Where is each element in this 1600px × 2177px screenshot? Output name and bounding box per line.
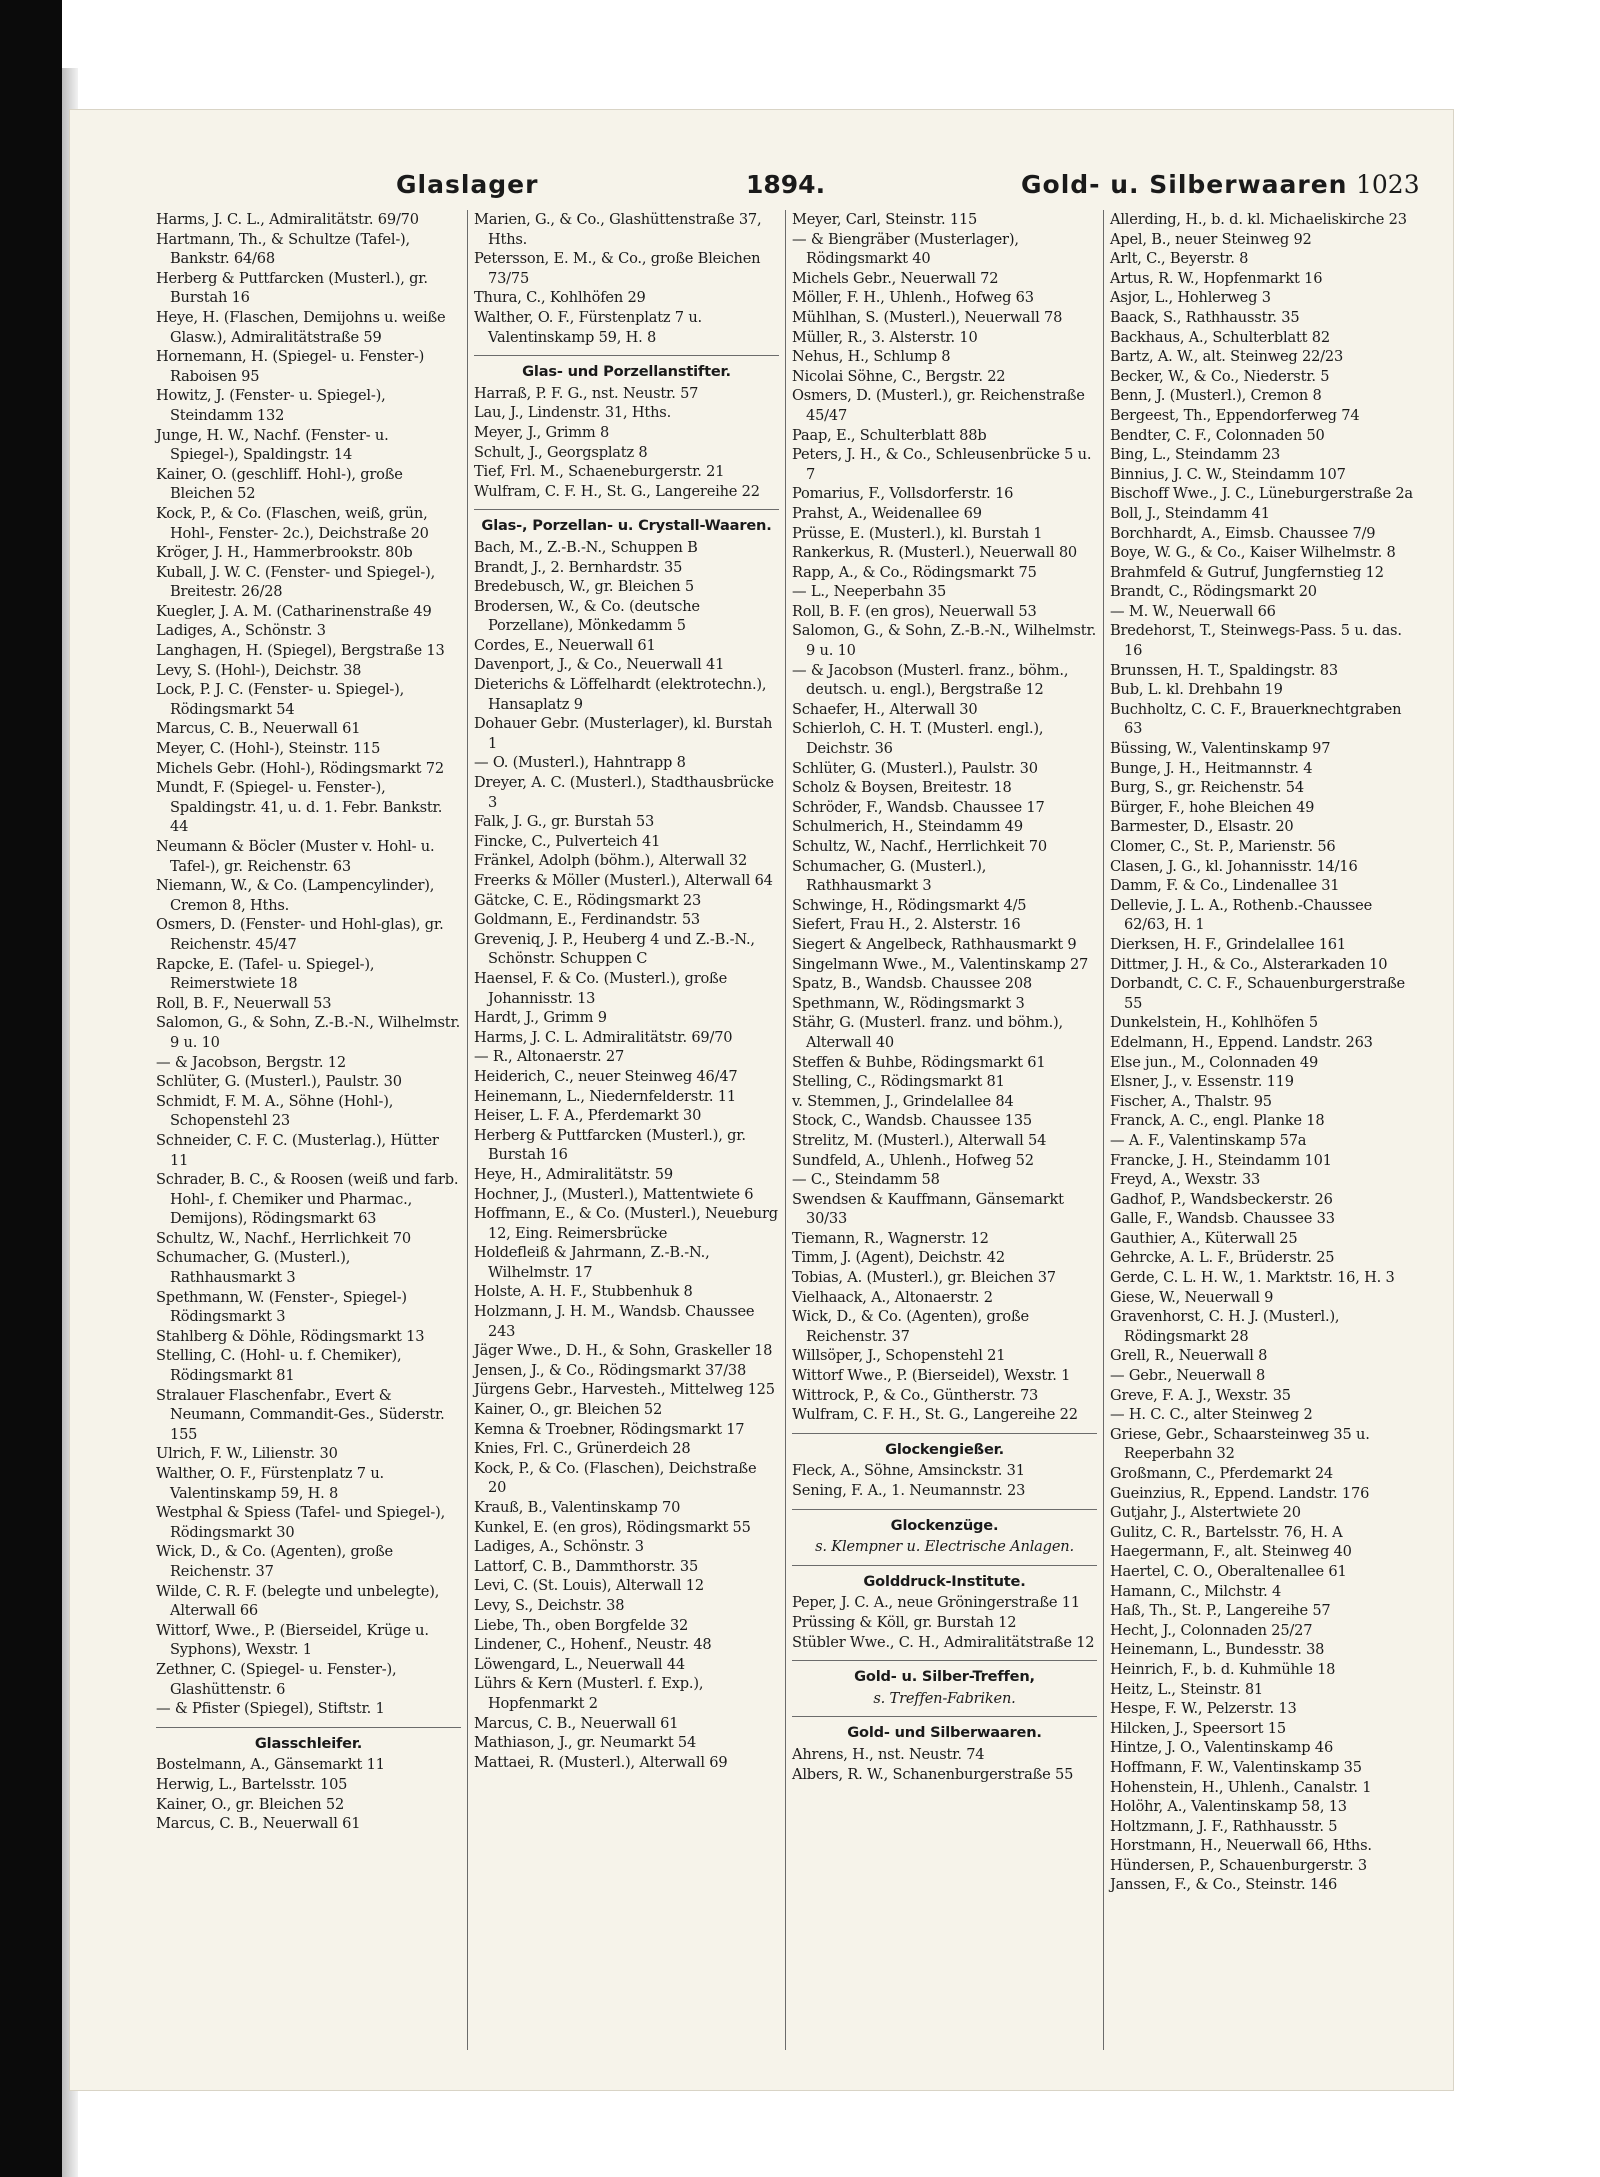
directory-entry: Stübler Wwe., C. H., Admiralitätstraße 12 xyxy=(792,1633,1095,1651)
directory-column-2 xyxy=(474,210,779,2050)
directory-entry: Hochner, J., (Musterl.), Mattentwiete 6 xyxy=(474,1185,754,1203)
directory-entry: Vielhaack, A., Altonaerstr. 2 xyxy=(792,1288,993,1306)
section-heading: Glockenzüge. xyxy=(792,1509,1097,1536)
directory-entry: Gerde, C. L. H. W., 1. Marktstr. 16, H. 3 xyxy=(1110,1269,1395,1287)
directory-entry: Hamann, C., Milchstr. 4 xyxy=(1110,1582,1282,1600)
directory-entry: Walther, O. F., Fürstenplatz 7 u. Valentinskamp 59, H. 8 xyxy=(156,1465,384,1502)
directory-entry: Grell, R., Neuerwall 8 xyxy=(1110,1347,1268,1365)
scan-binding-shadow xyxy=(0,0,62,2177)
directory-entry: Albers, R. W., Schanenburgerstraße 55 xyxy=(792,1765,1074,1783)
page-number: 1023 xyxy=(1356,170,1420,199)
directory-entry: Wulfram, C. F. H., St. G., Langereihe 22 xyxy=(792,1406,1078,1424)
directory-entry: Clomer, C., St. P., Marienstr. 56 xyxy=(1110,838,1336,855)
directory-entry: Bub, L. kl. Drehbahn 19 xyxy=(1110,681,1283,699)
directory-entry: Clasen, J. G., kl. Johannisstr. 14/16 xyxy=(1110,857,1358,875)
directory-entry: Wick, D., & Co. (Agenten), große Reichenstr. 37 xyxy=(792,1308,1029,1345)
directory-entry: Dreyer, A. C. (Musterl.), Stadthausbrücke 3 xyxy=(474,774,774,811)
directory-entry: Backhaus, A., Schulterblatt 82 xyxy=(1110,328,1330,346)
directory-entry: Dieterichs & Löffelhardt (elektrotechn.), Hansaplatz 9 xyxy=(474,676,767,713)
directory-entry: Müller, R., 3. Alsterstr. 10 xyxy=(792,328,978,346)
directory-entry: Michels Gebr. (Hohl-), Rödingsmarkt 72 xyxy=(156,759,444,777)
directory-entry: Janssen, F., & Co., Steinstr. 146 xyxy=(1110,1876,1338,1894)
cross-reference: s. Treffen-Fabriken. xyxy=(873,1689,1016,1707)
directory-entry: Holtzmann, J. F., Rathhausstr. 5 xyxy=(1110,1817,1338,1835)
directory-entry: Krauß, B., Valentinskamp 70 xyxy=(474,1499,681,1516)
directory-entry: Bach, M., Z.-B.-N., Schuppen B xyxy=(474,538,698,556)
directory-entry: — L., Neeperbahn 35 xyxy=(792,583,947,601)
directory-entry: Hoffmann, F. W., Valentinskamp 35 xyxy=(1110,1758,1362,1776)
directory-entry: Sundfeld, A., Uhlenh., Hofweg 52 xyxy=(792,1151,1034,1169)
directory-entry: Gadhof, P., Wandsbeckerstr. 26 xyxy=(1110,1190,1333,1208)
directory-entry: Boye, W. G., & Co., Kaiser Wilhelmstr. 8 xyxy=(1110,544,1396,562)
directory-entry: Wittorf Wwe., P. (Bierseidel), Wexstr. 1 xyxy=(792,1367,1071,1385)
directory-entry: Schröder, F., Wandsb. Chaussee 17 xyxy=(792,798,1045,816)
scan-top-margin xyxy=(62,0,1600,68)
directory-entry: Walther, O. F., Fürstenplatz 7 u. Valentinskamp 59, H. 8 xyxy=(474,308,702,346)
directory-entry: Knies, Frl. C., Grünerdeich 28 xyxy=(474,1440,691,1458)
directory-entry: Harms, J. C. L., Admiralitätstr. 69/70 xyxy=(156,211,419,228)
directory-entry: Schlüter, G. (Musterl.), Paulstr. 30 xyxy=(156,1073,402,1091)
directory-entry: Tief, Frl. M., Schaeneburgerstr. 21 xyxy=(474,463,725,481)
directory-entry: Schaefer, H., Alterwall 30 xyxy=(792,700,978,718)
column-rule xyxy=(1103,210,1104,2050)
directory-entry: Heinemann, L., Niedernfelderstr. 11 xyxy=(474,1087,736,1105)
directory-entry: Hespe, F. W., Pelzerstr. 13 xyxy=(1110,1700,1297,1718)
directory-entry: Bischoff Wwe., J. C., Lüneburgerstraße 2a xyxy=(1110,485,1413,503)
directory-entry: Brunssen, H. T., Spaldingstr. 83 xyxy=(1110,661,1338,679)
directory-entry: Gulitz, C. R., Bartelsstr. 76, H. A xyxy=(1110,1523,1343,1541)
directory-entry: Rankerkus, R. (Musterl.), Neuerwall 80 xyxy=(792,544,1077,562)
directory-entry: Barmester, D., Elsastr. 20 xyxy=(1110,818,1294,836)
directory-entry: Falk, J. G., gr. Burstah 53 xyxy=(474,813,655,831)
directory-entry: Heitz, L., Steinstr. 81 xyxy=(1110,1680,1264,1698)
directory-entry: Großmann, C., Pferdemarkt 24 xyxy=(1110,1465,1333,1482)
directory-entry: Marien, G., & Co., Glashüttenstraße 37, Hths. xyxy=(474,211,762,248)
section-heading: Golddruck-Institute. xyxy=(792,1565,1097,1592)
directory-entry: Fränkel, Adolph (böhm.), Alterwall 32 xyxy=(474,852,748,870)
directory-entry: Prüssing & Köll, gr. Burstah 12 xyxy=(792,1613,1017,1631)
directory-entry: Schultz, W., Nachf., Herrlichkeit 70 xyxy=(792,838,1047,855)
directory-column-3 xyxy=(792,210,1097,2050)
directory-entry: Bing, L., Steindamm 23 xyxy=(1110,446,1281,464)
directory-entry: Else jun., M., Colonnaden 49 xyxy=(1110,1053,1319,1071)
directory-entry: Bendter, C. F., Colonnaden 50 xyxy=(1110,426,1325,444)
directory-entry: Damm, F. & Co., Lindenallee 31 xyxy=(1110,877,1340,895)
directory-entry: Schmidt, F. M. A., Söhne (Hohl-), Schopenstehl 23 xyxy=(156,1092,394,1130)
directory-entry: Franck, A. C., engl. Planke 18 xyxy=(1110,1112,1325,1130)
directory-entry: Spethmann, W. (Fenster-, Spiegel-) Rödingsmarkt 3 xyxy=(156,1288,407,1326)
directory-entry: Benn, J. (Musterl.), Cremon 8 xyxy=(1110,387,1322,405)
header-left-section: Glaslager xyxy=(396,170,539,199)
cross-reference: s. Klempner u. Electrische Anlagen. xyxy=(815,1538,1074,1556)
directory-entry: Osmers, D. (Musterl.), gr. Reichenstraße 45/47 xyxy=(792,387,1085,424)
directory-entry: Edelmann, H., Eppend. Landstr. 263 xyxy=(1110,1033,1373,1051)
directory-entry: Boll, J., Steindamm 41 xyxy=(1110,504,1270,522)
directory-entry: Stralauer Flaschenfabr., Evert & Neumann, Commandit-Ges., Süderstr. 155 xyxy=(156,1386,445,1443)
directory-entry: Schlüter, G. (Musterl.), Paulstr. 30 xyxy=(792,759,1038,777)
directory-entry: Harms, J. C. L. Admiralitätstr. 69/70 xyxy=(474,1028,733,1046)
directory-entry: Timm, J. (Agent), Deichstr. 42 xyxy=(792,1249,1005,1267)
directory-entry: Niemann, W., & Co. (Lampencylinder), Cremon 8, Hths. xyxy=(156,877,435,914)
directory-entry: Siegert & Angelbeck, Rathhausmarkt 9 xyxy=(792,935,1077,953)
directory-entry: Swendsen & Kauffmann, Gänsemarkt 30/33 xyxy=(792,1190,1064,1228)
directory-entry: Hardt, J., Grimm 9 xyxy=(474,1009,607,1027)
directory-entry: Heiderich, C., neuer Steinweg 46/47 xyxy=(474,1067,738,1085)
directory-entry: Bürger, F., hohe Bleichen 49 xyxy=(1110,798,1315,816)
directory-entry: Marcus, C. B., Neuerwall 61 xyxy=(156,720,361,738)
directory-entry: Prahst, A., Weidenallee 69 xyxy=(792,504,982,522)
directory-entry: Salomon, G., & Sohn, Z.-B.-N., Wilhelmstr. 9 u. 10 xyxy=(792,622,1097,660)
directory-entry: Levy, S., Deichstr. 38 xyxy=(474,1596,625,1614)
directory-page xyxy=(70,110,1453,2090)
directory-entry: Ahrens, H., nst. Neustr. 74 xyxy=(792,1745,985,1763)
directory-entry: — & Jacobson, Bergstr. 12 xyxy=(156,1053,346,1071)
directory-entry: Goldmann, E., Ferdinandstr. 53 xyxy=(474,911,701,929)
directory-entry: Brahmfeld & Gutruf, Jungfernstieg 12 xyxy=(1110,563,1384,581)
directory-entry: Hecht, J., Colonnaden 25/27 xyxy=(1110,1621,1313,1639)
directory-entry: Schumacher, G. (Musterl.), Rathhausmarkt 3 xyxy=(792,857,987,895)
directory-entry: Schneider, C. F. C. (Musterlag.), Hütter 11 xyxy=(156,1131,439,1169)
directory-entry: Siefert, Frau H., 2. Alsterstr. 16 xyxy=(792,916,1021,934)
directory-entry: Mundt, F. (Spiegel- u. Fenster-), Spaldingstr. 41, u. d. 1. Febr. Bankstr. 44 xyxy=(156,779,443,836)
directory-entry: Wittrock, P., & Co., Güntherstr. 73 xyxy=(792,1386,1039,1404)
directory-entry: Petersson, E. M., & Co., große Bleichen 73/75 xyxy=(474,250,761,287)
directory-entry: Holste, A. H. F., Stubbenhuk 8 xyxy=(474,1283,693,1301)
directory-entry: Schrader, B. C., & Roosen (weiß und farb. Hohl-, f. Chemiker und Pharmac., Demijons), Rödingsmarkt 63 xyxy=(156,1171,459,1228)
section-heading: Glas-, Porzellan- u. Crystall-Waaren. xyxy=(474,509,779,536)
directory-entry: Osmers, D. (Fenster- und Hohl-glas), gr. Reichenstr. 45/47 xyxy=(156,916,444,953)
directory-entry: Stahlberg & Döhle, Rödingsmarkt 13 xyxy=(156,1327,425,1345)
directory-entry: Nehus, H., Schlump 8 xyxy=(792,348,951,366)
directory-entry: Greveniq, J. P., Heuberg 4 und Z.-B.-N., Schönstr. Schuppen C xyxy=(474,930,755,968)
directory-entry: Zethner, C. (Spiegel- u. Fenster-), Glashüttenstr. 6 xyxy=(156,1660,397,1698)
directory-entry: Elsner, J., v. Essenstr. 119 xyxy=(1110,1073,1294,1091)
directory-entry: Hilcken, J., Speersort 15 xyxy=(1110,1719,1286,1737)
directory-entry: Lau, J., Lindenstr. 31, Hths. xyxy=(474,404,672,422)
directory-entry: Holzmann, J. H. M., Wandsb. Chaussee 243 xyxy=(474,1303,755,1340)
directory-entry: Hoffmann, E., & Co. (Musterl.), Neueburg 12, Eing. Reimersbrücke xyxy=(474,1205,778,1242)
directory-entry: — & Jacobson (Musterl. franz., böhm., deutsch. u. engl.), Bergstraße 12 xyxy=(792,661,1069,699)
directory-entry: Hohenstein, H., Uhlenh., Canalstr. 1 xyxy=(1110,1778,1372,1796)
directory-entry: Dellevie, J. L. A., Rothenb.-Chaussee 62/63, H. 1 xyxy=(1110,896,1373,934)
section-heading: Gold- u. Silber-Treffen, xyxy=(792,1660,1097,1687)
directory-entry: Lindener, C., Hohenf., Neustr. 48 xyxy=(474,1636,712,1654)
directory-entry: Fincke, C., Pulverteich 41 xyxy=(474,832,661,850)
directory-entry: Roll, B. F. (en gros), Neuerwall 53 xyxy=(792,602,1037,620)
header-year: 1894. xyxy=(746,170,826,199)
directory-entry: Paap, E., Schulterblatt 88b xyxy=(792,426,987,444)
directory-entry: Roll, B. F., Neuerwall 53 xyxy=(156,994,332,1012)
directory-entry: Hornemann, H. (Spiegel- u. Fenster-) Raboisen 95 xyxy=(156,348,425,385)
directory-entry: Michels Gebr., Neuerwall 72 xyxy=(792,269,999,287)
directory-entry: Davenport, J., & Co., Neuerwall 41 xyxy=(474,656,725,674)
directory-entry: Rapcke, E. (Tafel- u. Spiegel-), Reimerstwiete 18 xyxy=(156,955,375,993)
directory-entry: Jürgens Gebr., Harvesteh., Mittelweg 125 xyxy=(474,1381,775,1399)
directory-entry: Freyd, A., Wexstr. 33 xyxy=(1110,1171,1261,1189)
directory-entry: Burg, S., gr. Reichenstr. 54 xyxy=(1110,779,1304,797)
directory-entry: Westphal & Spiess (Tafel- und Spiegel-), Rödingsmarkt 30 xyxy=(156,1504,446,1541)
directory-entry: Liebe, Th., oben Borgfelde 32 xyxy=(474,1616,689,1634)
directory-entry: Mühlhan, S. (Musterl.), Neuerwall 78 xyxy=(792,308,1063,326)
running-header xyxy=(156,170,1420,210)
directory-entry: Kröger, J. H., Hammerbrookstr. 80b xyxy=(156,544,413,562)
directory-entry: Arlt, C., Beyerstr. 8 xyxy=(1110,250,1249,268)
directory-entry: Wittorf, Wwe., P. (Bierseidel, Krüge u. Syphons), Wexstr. 1 xyxy=(156,1621,429,1659)
directory-entry: Giese, W., Neuerwall 9 xyxy=(1110,1288,1274,1306)
directory-entry: Dittmer, J. H., & Co., Alsterarkaden 10 xyxy=(1110,955,1388,973)
directory-entry: Howitz, J. (Fenster- u. Spiegel-), Steindamm 132 xyxy=(156,387,386,424)
directory-entry: Haß, Th., St. P., Langereihe 57 xyxy=(1110,1602,1331,1620)
directory-entry: Hartmann, Th., & Schultze (Tafel-), Bankstr. 64/68 xyxy=(156,230,410,268)
directory-entry: Langhagen, H. (Spiegel), Bergstraße 13 xyxy=(156,642,445,660)
directory-entry: Binnius, J. C. W., Steindamm 107 xyxy=(1110,465,1346,483)
page-content xyxy=(156,170,1420,2070)
header-right-section: Gold- u. Silberwaaren xyxy=(1021,170,1348,199)
directory-entry: Kunkel, E. (en gros), Rödingsmarkt 55 xyxy=(474,1518,751,1536)
directory-entry: — & Biengräber (Musterlager), Rödingsmarkt 40 xyxy=(792,230,1019,268)
directory-entry: Herwig, L., Bartelsstr. 105 xyxy=(156,1775,348,1793)
directory-entry: Kuegler, J. A. M. (Catharinenstraße 49 xyxy=(156,602,432,620)
directory-entry: Tiemann, R., Wagnerstr. 12 xyxy=(792,1229,989,1247)
directory-entry: Büssing, W., Valentinskamp 97 xyxy=(1110,740,1331,758)
directory-entry: Dorbandt, C. C. F., Schauenburgerstraße 55 xyxy=(1110,975,1405,1012)
directory-entry: Peper, J. C. A., neue Gröningerstraße 11 xyxy=(792,1594,1080,1612)
directory-entry: Rapp, A., & Co., Rödingsmarkt 75 xyxy=(792,563,1037,581)
directory-entry: Ulrich, F. W., Lilienstr. 30 xyxy=(156,1445,338,1463)
column-rule xyxy=(467,210,468,2050)
directory-entry: Thura, C., Kohlhöfen 29 xyxy=(474,289,646,307)
directory-entry: Bunge, J. H., Heitmannstr. 4 xyxy=(1110,759,1313,777)
directory-entry: Gutjahr, J., Alstertwiete 20 xyxy=(1110,1504,1301,1522)
directory-entry: Artus, R. W., Hopfenmarkt 16 xyxy=(1110,269,1323,287)
directory-entry: Fleck, A., Söhne, Amsinckstr. 31 xyxy=(792,1462,1025,1480)
directory-entry: Dohauer Gebr. (Musterlager), kl. Burstah 1 xyxy=(474,715,773,752)
directory-entry: Heinrich, F., b. d. Kuhmühle 18 xyxy=(1110,1660,1336,1678)
directory-entry: Freerks & Möller (Musterl.), Alterwall 64 xyxy=(474,872,773,889)
directory-entry: Gravenhorst, C. H. J. (Musterl.), Rödingsmarkt 28 xyxy=(1110,1308,1340,1345)
directory-entry: Wick, D., & Co. (Agenten), große Reichenstr. 37 xyxy=(156,1543,393,1580)
directory-entry: Levi, C. (St. Louis), Alterwall 12 xyxy=(474,1577,704,1595)
directory-entry: Baack, S., Rathhausstr. 35 xyxy=(1110,308,1300,326)
directory-entry: Gueinzius, R., Eppend. Landstr. 176 xyxy=(1110,1484,1370,1502)
directory-entry: Lattorf, C. B., Dammthorstr. 35 xyxy=(474,1557,699,1575)
directory-entry: Schierloh, C. H. T. (Musterl. engl.), Deichstr. 36 xyxy=(792,720,1044,758)
directory-entry: Salomon, G., & Sohn, Z.-B.-N., Wilhelmstr. 9 u. 10 xyxy=(156,1014,461,1051)
directory-entry: Griese, Gebr., Schaarsteinweg 35 u. Reeperbahn 32 xyxy=(1110,1425,1370,1463)
directory-entry: Schumacher, G. (Musterl.), Rathhausmarkt 3 xyxy=(156,1249,351,1287)
directory-entry: Asjor, L., Hohlerweg 3 xyxy=(1110,289,1271,307)
directory-entry: Kainer, O., gr. Bleichen 52 xyxy=(156,1795,345,1813)
directory-entry: — H. C. C., alter Steinweg 2 xyxy=(1110,1406,1313,1424)
directory-entry: Pomarius, F., Vollsdorferstr. 16 xyxy=(792,485,1014,503)
directory-entry: Wilde, C. R. F. (belegte und unbelegte), Alterwall 66 xyxy=(156,1582,440,1620)
directory-entry: Meyer, Carl, Steinstr. 115 xyxy=(792,211,978,228)
directory-entry: Haertel, C. O., Oberaltenallee 61 xyxy=(1110,1562,1347,1580)
directory-entry: Kock, P., & Co. (Flaschen), Deichstraße 20 xyxy=(474,1459,757,1497)
directory-entry: Marcus, C. B., Neuerwall 61 xyxy=(474,1714,679,1732)
directory-entry: Dunkelstein, H., Kohlhöfen 5 xyxy=(1110,1014,1318,1032)
directory-entry: Ladiges, A., Schönstr. 3 xyxy=(156,622,326,640)
directory-entry: Heiser, L. F. A., Pferdemarkt 30 xyxy=(474,1107,702,1125)
section-heading: Glasschleifer. xyxy=(156,1727,461,1754)
directory-entry: Prüsse, E. (Musterl.), kl. Burstah 1 xyxy=(792,524,1043,542)
directory-entry: Apel, B., neuer Steinweg 92 xyxy=(1110,230,1312,248)
directory-entry: Galle, F., Wandsb. Chaussee 33 xyxy=(1110,1210,1335,1228)
directory-entry: Holdefleiß & Jahrmann, Z.-B.-N., Wilhelmstr. 17 xyxy=(474,1244,710,1281)
directory-entry: Stelling, C. (Hohl- u. f. Chemiker), Rödingsmarkt 81 xyxy=(156,1347,402,1385)
directory-entry: Kock, P., & Co. (Flaschen, weiß, grün, Hohl-, Fenster- 2c.), Deichstraße 20 xyxy=(156,504,429,542)
directory-entry: Heye, H. (Flaschen, Demijohns u. weiße Glasw.), Admiralitätstraße 59 xyxy=(156,308,446,346)
directory-entry: Neumann & Böcler (Muster v. Hohl- u. Tafel-), gr. Reichenstr. 63 xyxy=(156,838,435,875)
directory-entry: Dierksen, H. F., Grindelallee 161 xyxy=(1110,935,1346,953)
directory-entry: Sening, F. A., 1. Neumannstr. 23 xyxy=(792,1482,1026,1499)
directory-entry: — Gebr., Neuerwall 8 xyxy=(1110,1367,1266,1385)
directory-entry: Meyer, J., Grimm 8 xyxy=(474,423,610,441)
directory-entry: Meyer, C. (Hohl-), Steinstr. 115 xyxy=(156,740,381,758)
directory-entry: Spatz, B., Wandsb. Chaussee 208 xyxy=(792,975,1033,993)
directory-entry: Haensel, F. & Co. (Musterl.), große Johannisstr. 13 xyxy=(474,969,728,1007)
directory-entry: Allerding, H., b. d. kl. Michaeliskirche 23 xyxy=(1110,211,1407,228)
directory-entry: Fischer, A., Thalstr. 95 xyxy=(1110,1092,1272,1110)
directory-column-4 xyxy=(1110,210,1415,2050)
directory-entry: Brandt, C., Rödingsmarkt 20 xyxy=(1110,583,1317,601)
directory-entry: Heinemann, L., Bundesstr. 38 xyxy=(1110,1641,1325,1659)
directory-entry: Buchholtz, C. C. F., Brauerknechtgraben 63 xyxy=(1110,700,1402,738)
directory-entry: Bredehorst, T., Steinwegs-Pass. 5 u. das. 16 xyxy=(1110,622,1402,660)
directory-column-1 xyxy=(156,210,461,2050)
directory-entry: Schultz, W., Nachf., Herrlichkeit 70 xyxy=(156,1229,411,1247)
directory-entry: Jensen, J., & Co., Rödingsmarkt 37/38 xyxy=(474,1361,747,1379)
directory-entry: Francke, J. H., Steindamm 101 xyxy=(1110,1151,1332,1169)
directory-columns xyxy=(156,210,1416,2050)
directory-entry: Kemna & Troebner, Rödingsmarkt 17 xyxy=(474,1420,745,1438)
directory-entry: Kainer, O. (geschliff. Hohl-), große Bleichen 52 xyxy=(156,465,403,503)
directory-entry: Becker, W., & Co., Niederstr. 5 xyxy=(1110,367,1330,385)
directory-entry: — & Pfister (Spiegel), Stiftstr. 1 xyxy=(156,1700,385,1718)
directory-entry: Stähr, G. (Musterl. franz. und böhm.), Alterwall 40 xyxy=(792,1014,1063,1051)
section-heading: Glas- und Porzellanstifter. xyxy=(474,355,779,382)
directory-entry: Scholz & Boysen, Breitestr. 18 xyxy=(792,779,1012,797)
directory-entry: Levy, S. (Hohl-), Deichstr. 38 xyxy=(156,661,362,679)
directory-entry: Lührs & Kern (Musterl. f. Exp.), Hopfenmarkt 2 xyxy=(474,1675,704,1712)
directory-entry: — O. (Musterl.), Hahntrapp 8 xyxy=(474,754,686,772)
directory-entry: Holöhr, A., Valentinskamp 58, 13 xyxy=(1110,1798,1347,1816)
directory-entry: Hintze, J. O., Valentinskamp 46 xyxy=(1110,1739,1334,1757)
directory-entry: Strelitz, M. (Musterl.), Alterwall 54 xyxy=(792,1131,1047,1149)
directory-entry: Greve, F. A. J., Wexstr. 35 xyxy=(1110,1386,1291,1404)
directory-entry: Herberg & Puttfarcken (Musterl.), gr. Burstah 16 xyxy=(156,269,428,307)
directory-entry: Jäger Wwe., D. H., & Sohn, Graskeller 18 xyxy=(474,1342,773,1360)
directory-entry: Gehrcke, A. L. F., Brüderstr. 25 xyxy=(1110,1249,1335,1267)
directory-entry: Brodersen, W., & Co. (deutsche Porzellane), Mönkedamm 5 xyxy=(474,597,700,635)
directory-entry: Stelling, C., Rödingsmarkt 81 xyxy=(792,1073,1005,1091)
directory-entry: v. Stemmen, J., Grindelallee 84 xyxy=(792,1092,1014,1110)
directory-entry: Singelmann Wwe., M., Valentinskamp 27 xyxy=(792,955,1089,973)
directory-entry: — R., Altonaerstr. 27 xyxy=(474,1048,625,1066)
directory-entry: — A. F., Valentinskamp 57a xyxy=(1110,1131,1307,1149)
directory-entry: Willsöper, J., Schopenstehl 21 xyxy=(792,1347,1006,1365)
directory-entry: Hündersen, P., Schauenburgerstr. 3 xyxy=(1110,1856,1367,1874)
directory-entry: Löwengard, L., Neuerwall 44 xyxy=(474,1655,686,1673)
directory-entry: Bartz, A. W., alt. Steinweg 22/23 xyxy=(1110,348,1344,366)
directory-entry: Gätcke, C. E., Rödingsmarkt 23 xyxy=(474,891,702,909)
directory-entry: Heye, H., Admiralitätstr. 59 xyxy=(474,1165,673,1183)
directory-entry: — M. W., Neuerwall 66 xyxy=(1110,602,1276,620)
directory-entry: Schulmerich, H., Steindamm 49 xyxy=(792,818,1023,836)
directory-entry: Kainer, O., gr. Bleichen 52 xyxy=(474,1401,663,1419)
directory-entry: Harraß, P. F. G., nst. Neustr. 57 xyxy=(474,384,699,402)
directory-entry: Kuball, J. W. C. (Fenster- und Spiegel-), Breitestr. 26/28 xyxy=(156,563,436,601)
directory-entry: Ladiges, A., Schönstr. 3 xyxy=(474,1538,644,1556)
section-heading: Gold- und Silberwaaren. xyxy=(792,1716,1097,1743)
section-heading: Glockengießer. xyxy=(792,1433,1097,1460)
directory-entry: Horstmann, H., Neuerwall 66, Hths. xyxy=(1110,1837,1372,1855)
directory-entry: Gauthier, A., Küterwall 25 xyxy=(1110,1229,1298,1247)
directory-entry: Steffen & Buhbe, Rödingsmarkt 61 xyxy=(792,1053,1046,1071)
directory-entry: Wulfram, C. F. H., St. G., Langereihe 22 xyxy=(474,482,760,500)
directory-entry: Möller, F. H., Uhlenh., Hofweg 63 xyxy=(792,289,1034,307)
column-rule xyxy=(785,210,786,2050)
directory-entry: Tobias, A. (Musterl.), gr. Bleichen 37 xyxy=(792,1269,1056,1287)
directory-entry: Schwinge, H., Rödingsmarkt 4/5 xyxy=(792,896,1027,914)
directory-entry: Bergeest, Th., Eppendorferweg 74 xyxy=(1110,406,1360,424)
directory-entry: Marcus, C. B., Neuerwall 61 xyxy=(156,1815,361,1833)
directory-entry: Spethmann, W., Rödingsmarkt 3 xyxy=(792,994,1025,1012)
directory-entry: Peters, J. H., & Co., Schleusenbrücke 5 u. 7 xyxy=(792,446,1092,483)
directory-entry: Nicolai Söhne, C., Bergstr. 22 xyxy=(792,367,1006,385)
directory-entry: Lock, P. J. C. (Fenster- u. Spiegel-), Rödingsmarkt 54 xyxy=(156,681,405,718)
directory-entry: Brandt, J., 2. Bernhardstr. 35 xyxy=(474,558,683,576)
directory-entry: Bredebusch, W., gr. Bleichen 5 xyxy=(474,578,694,596)
directory-entry: — C., Steindamm 58 xyxy=(792,1171,940,1189)
directory-entry: Schult, J., Georgsplatz 8 xyxy=(474,443,648,461)
directory-entry: Mattaei, R. (Musterl.), Alterwall 69 xyxy=(474,1753,728,1771)
directory-entry: Haegermann, F., alt. Steinweg 40 xyxy=(1110,1543,1352,1561)
directory-entry: Borchhardt, A., Eimsb. Chaussee 7/9 xyxy=(1110,524,1376,542)
directory-entry: Bostelmann, A., Gänsemarkt 11 xyxy=(156,1756,385,1774)
directory-entry: Stock, C., Wandsb. Chaussee 135 xyxy=(792,1112,1032,1130)
directory-entry: Herberg & Puttfarcken (Musterl.), gr. Burstah 16 xyxy=(474,1126,746,1164)
directory-entry: Mathiason, J., gr. Neumarkt 54 xyxy=(474,1734,697,1752)
directory-entry: Junge, H. W., Nachf. (Fenster- u. Spiegel-), Spaldingstr. 14 xyxy=(156,426,389,464)
directory-entry: Cordes, E., Neuerwall 61 xyxy=(474,636,656,654)
